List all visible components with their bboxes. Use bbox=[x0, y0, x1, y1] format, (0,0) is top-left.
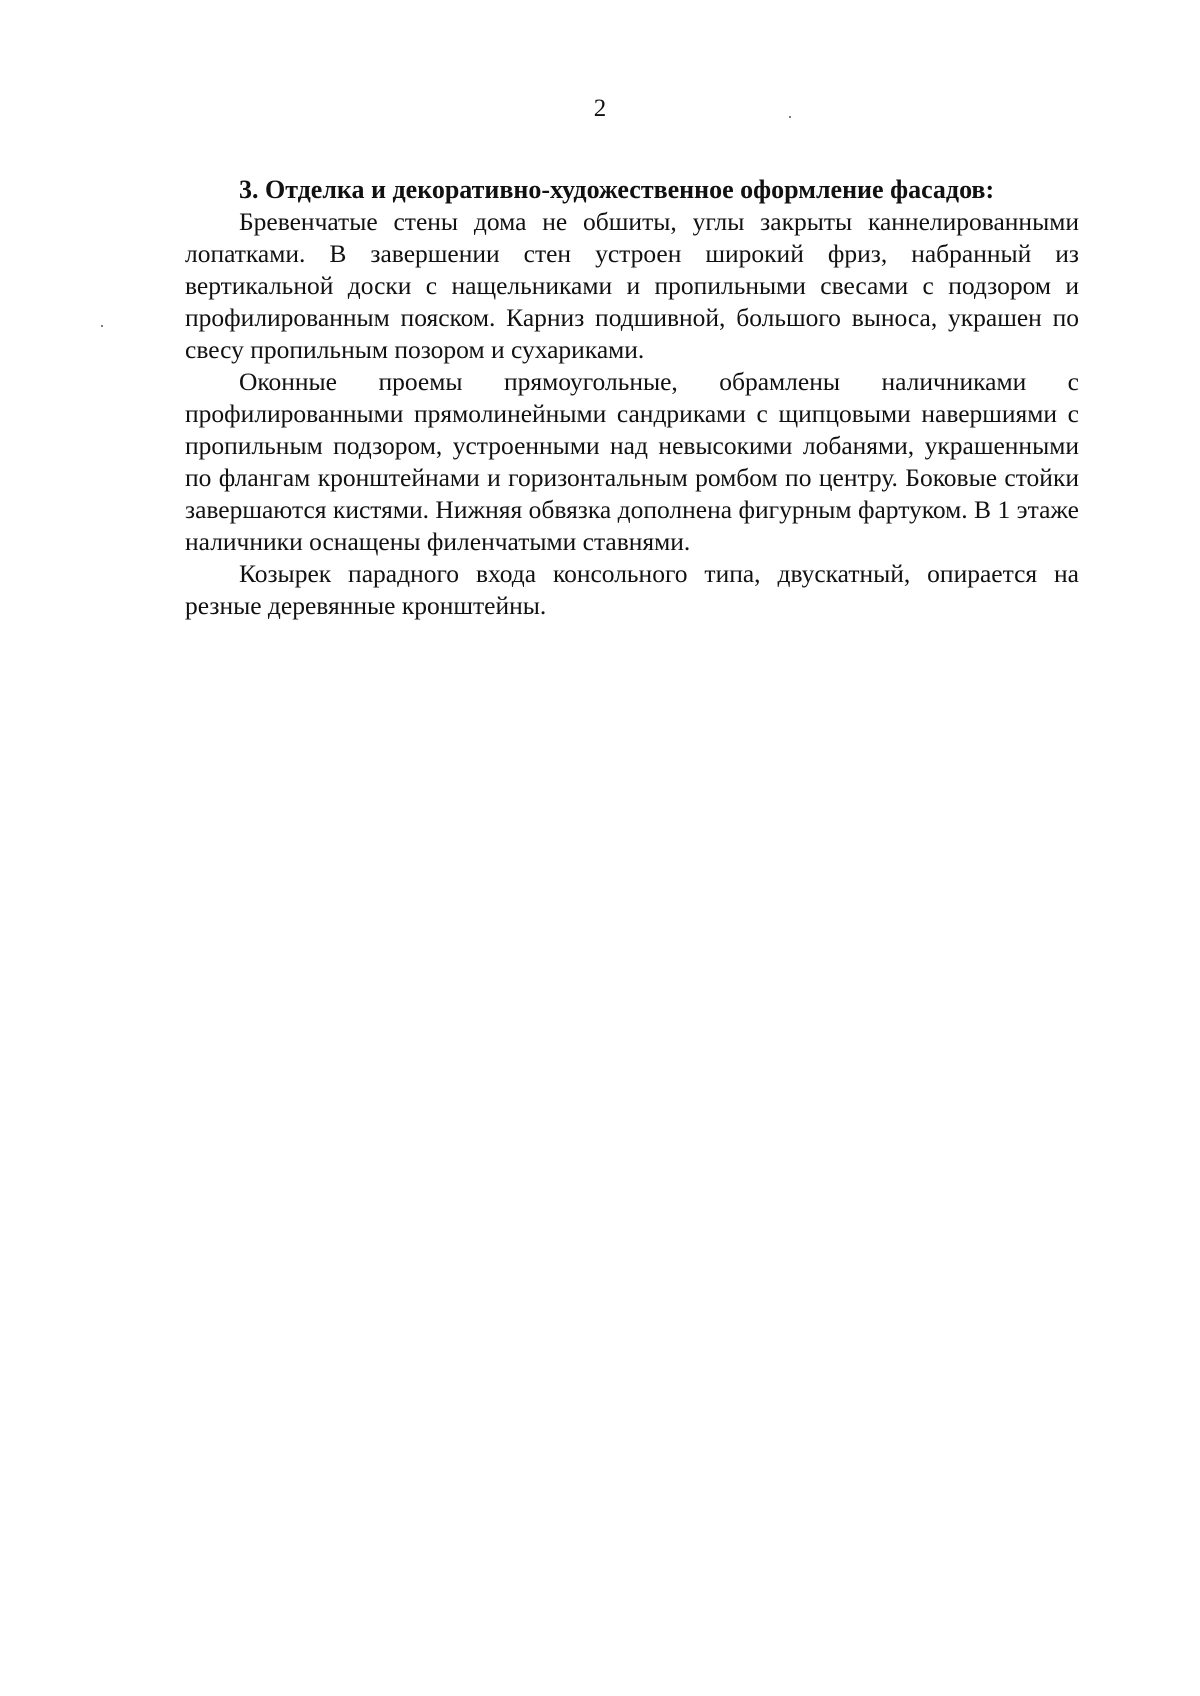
paragraph-entrance: Козырек парадного входа консольного типа, двускатный, опирается на резные деревянные кронштейны. bbox=[185, 559, 1079, 620]
page-number: 2 bbox=[593, 95, 607, 122]
scan-speck bbox=[789, 116, 791, 118]
section-heading: 3. Отделка и декоративно-художественное оформление фасадов: bbox=[239, 175, 995, 204]
scan-speck bbox=[101, 325, 103, 327]
paragraph-walls: Бревенчатые стены дома не обшиты, углы закрыты каннелированными лопатками. В завершении стен устроен широкий фриз, набранный из вертикальной доски с нащельниками и пропильными свесами с подзором и профилированным пояском. Карниз подшивной, большого выноса, украшен по свесу пропильным позором и сухариками. bbox=[185, 207, 1079, 364]
paragraph-windows: Оконные проемы прямоугольные, обрамлены наличниками с профилированными прямолинейными сандриками с щипцовыми навершиями с пропильным подзором, устроенными над невысокими лобанями, украшенными по флангам кронштейнами и горизонтальным ромбом по центру. Боковые стойки завершаются кистями. Нижняя обвязка дополнена фигурным фартуком. В 1 этаже наличники оснащены филенчатыми ставнями. bbox=[185, 367, 1079, 556]
document-body bbox=[185, 174, 1079, 622]
